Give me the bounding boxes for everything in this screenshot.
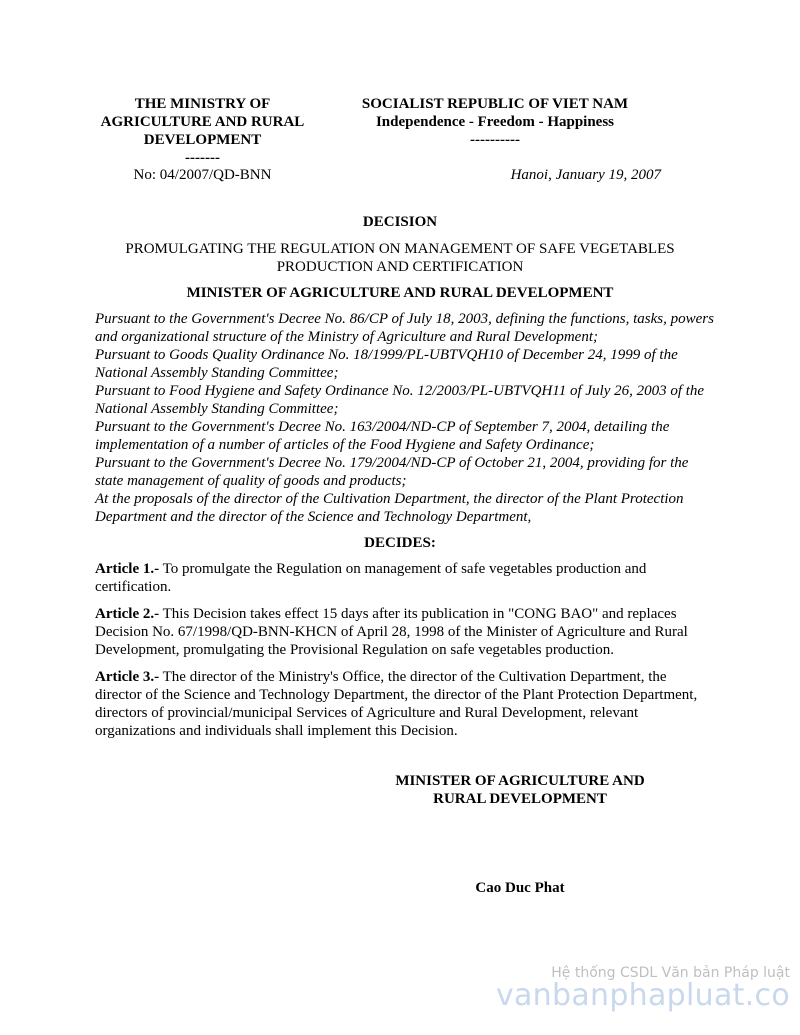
document-title: DECISION: [362, 214, 438, 230]
article-text: The director of the Ministry's Office, the director of the Cultivation Department, the director of the Science and Technology Department, the director of the Plant Protection Department, directors of provincial/municipal Services of Agriculture and Rural Development, relevant organizations and individuals shall implement this Decision.: [95, 669, 698, 739]
place-date: Hanoi, January 19, 2007: [510, 167, 661, 183]
watermark-caption: Hệ thống CSDL Văn bản Pháp luật: [551, 965, 790, 981]
subtitle-line2: PRODUCTION AND CERTIFICATION: [276, 259, 524, 275]
ministry-rule: -------: [185, 150, 220, 166]
pursuant-clause: At the proposals of the director of the Cultivation Department, the director of the Plant Protection Department and the director of the Science and Technology Department,: [95, 491, 684, 525]
article-label: Article 3.-: [95, 669, 160, 685]
article-label: Article 2.-: [95, 606, 160, 622]
ministry-name-line3: DEVELOPMENT: [143, 132, 262, 148]
decides-heading: DECIDES:: [364, 535, 436, 551]
document-number: No: 04/2007/QD-BNN: [133, 167, 272, 183]
signatory-name: Cao Duc Phat: [475, 880, 565, 896]
ministry-name-line1: THE MINISTRY OF: [134, 96, 271, 112]
article-text: To promulgate the Regulation on management of safe vegetables production and certification.: [95, 561, 647, 595]
pursuant-clause: Pursuant to the Government's Decree No. 163/2004/ND-CP of September 7, 2004, detailing the implementation of a number of articles of the Food Hygiene and Safety Ordinance;: [95, 419, 670, 453]
article-text: This Decision takes effect 15 days after its publication in "CONG BAO" and replaces Decision No. 67/1998/QD-BNN-KHCN of April 28, 1998 of the Minister of Agriculture and Rural Development, promulgating the Provisional Regulation on safe vegetables production.: [95, 606, 688, 658]
document-subtitle: [100, 240, 700, 276]
issuing-agency: [90, 95, 315, 167]
national-motto: Independence - Freedom - Happiness: [375, 114, 615, 130]
article-2: [95, 605, 715, 659]
articles: [95, 560, 715, 749]
article-1: [95, 560, 715, 596]
pursuant-clause: Pursuant to the Government's Decree No. 179/2004/ND-CP of October 21, 2004, providing for the state management of quality of goods and products;: [95, 455, 689, 489]
signatory-title-line1: MINISTER OF AGRICULTURE AND: [395, 773, 645, 789]
motto-rule: ----------: [470, 132, 520, 148]
ministry-name-line2: AGRICULTURE AND RURAL: [100, 114, 305, 130]
watermark-site: vanbanphapluat.co: [495, 978, 790, 1013]
article-label: Article 1.-: [95, 561, 160, 577]
signatory-title-line2: RURAL DEVELOPMENT: [433, 791, 607, 807]
national-heading: [335, 95, 655, 149]
signatory-title: [370, 772, 670, 808]
issuing-authority: MINISTER OF AGRICULTURE AND RURAL DEVELOPMENT: [186, 285, 614, 301]
republic-name: SOCIALIST REPUBLIC OF VIET NAM: [361, 96, 629, 112]
pursuant-clause: Pursuant to Food Hygiene and Safety Ordinance No. 12/2003/PL-UBTVQH11 of July 26, 2003 of the National Assembly Standing Committee;: [95, 383, 705, 417]
pursuant-clause: Pursuant to Goods Quality Ordinance No. 18/1999/PL-UBTVQH10 of December 24, 1999 of the National Assembly Standing Committee;: [95, 347, 678, 381]
article-3: [95, 668, 715, 740]
pursuant-clause: Pursuant to the Government's Decree No. 86/CP of July 18, 2003, defining the functions, tasks, powers and organizational structure of the Ministry of Agriculture and Rural Development;: [95, 311, 714, 345]
pursuant-clauses: [95, 310, 715, 526]
subtitle-line1: PROMULGATING THE REGULATION ON MANAGEMENT OF SAFE VEGETABLES: [125, 241, 675, 257]
